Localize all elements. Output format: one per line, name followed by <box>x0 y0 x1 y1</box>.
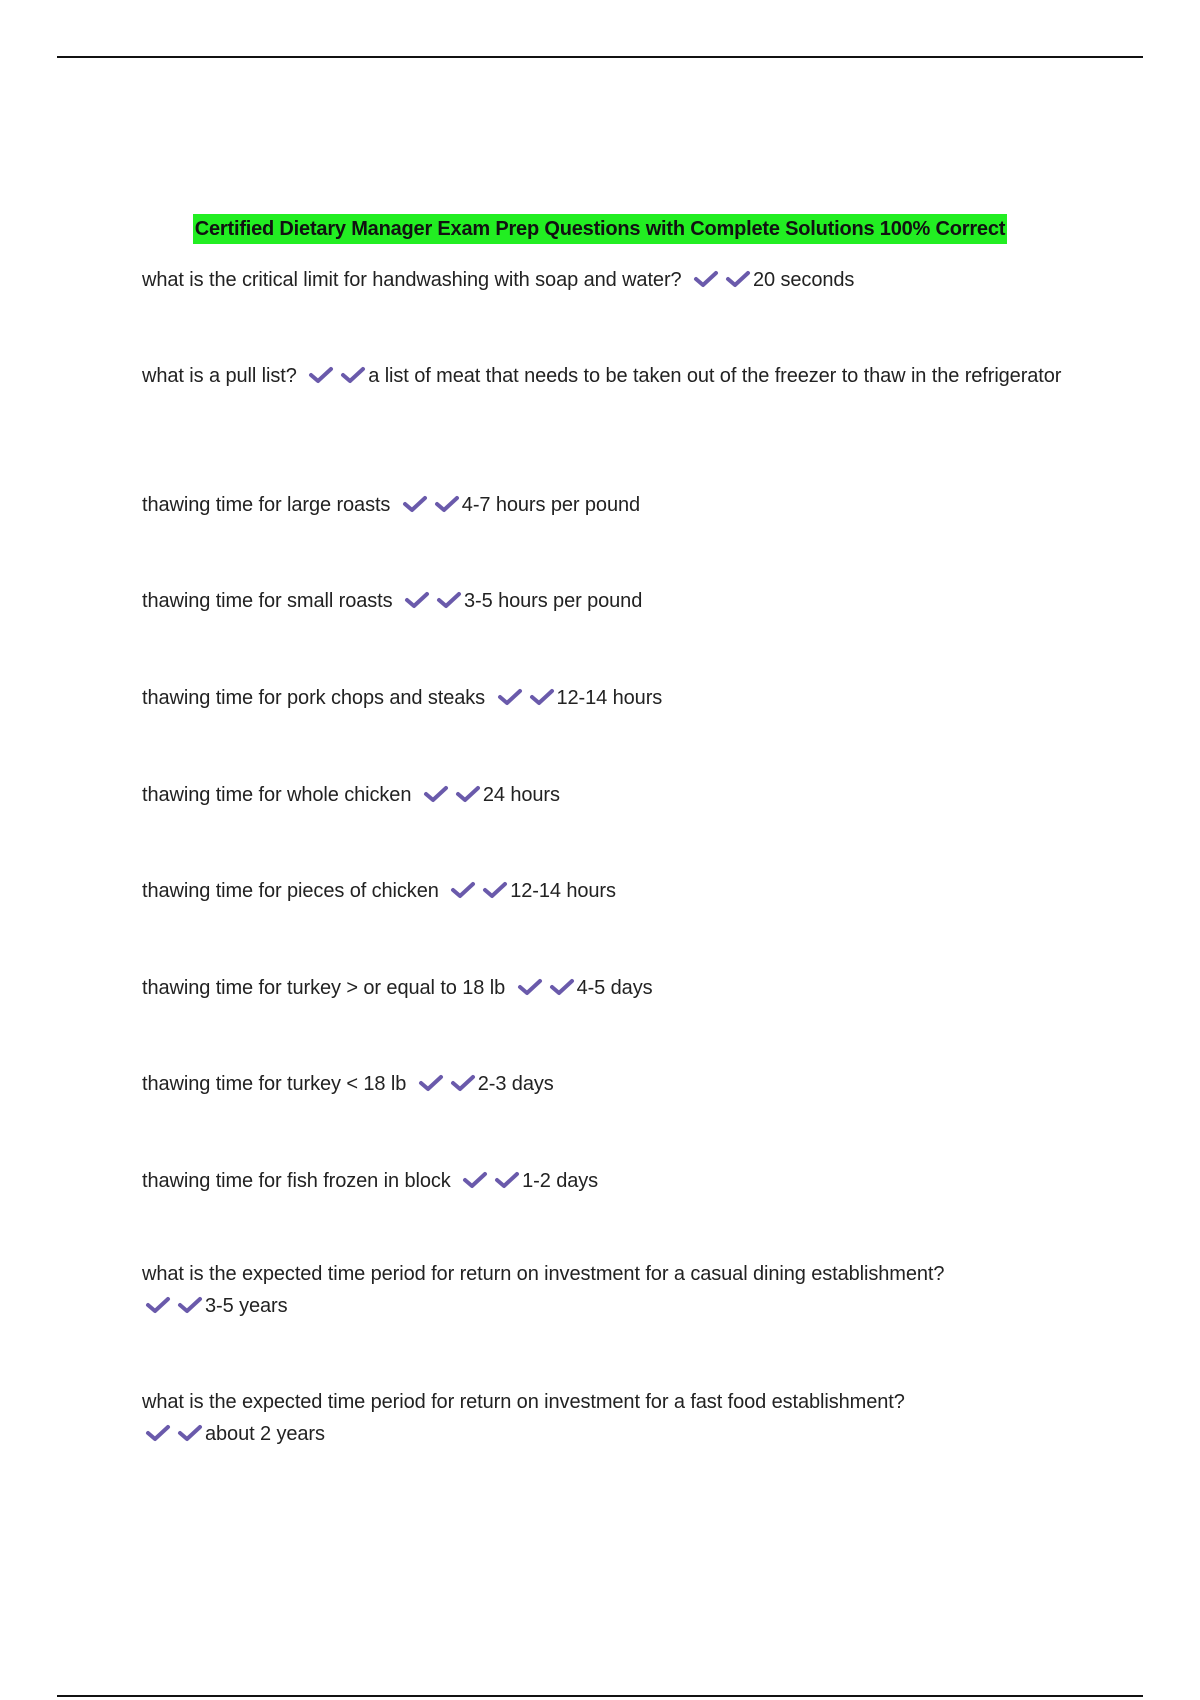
check-icon <box>436 590 462 610</box>
header-rule <box>57 56 1143 58</box>
qa-item <box>142 875 1062 910</box>
qa-item <box>142 779 1062 814</box>
check-icon <box>423 784 449 804</box>
double-check-icon <box>145 1293 203 1325</box>
check-icon <box>340 365 366 385</box>
check-icon <box>529 687 555 707</box>
check-icon <box>308 365 334 385</box>
answer-text: about 2 years <box>205 1423 325 1445</box>
qa-item <box>142 585 1062 620</box>
check-icon <box>450 1073 476 1093</box>
check-icon <box>549 977 575 997</box>
check-icon <box>517 977 543 997</box>
check-icon <box>482 880 508 900</box>
double-check-icon <box>423 782 481 814</box>
question-text: thawing time for small roasts <box>142 590 393 612</box>
check-icon <box>145 1423 171 1443</box>
check-icon <box>450 880 476 900</box>
check-icon <box>462 1170 488 1190</box>
check-icon <box>434 494 460 514</box>
question-text: what is the expected time period for return on investment for a casual dining establishment? <box>142 1263 945 1285</box>
answer-text: a list of meat that needs to be taken out of the freezer to thaw in the refrigerator <box>368 365 1062 387</box>
question-text: thawing time for fish frozen in block <box>142 1170 451 1192</box>
qa-item <box>142 1386 1062 1453</box>
double-check-icon <box>497 685 555 717</box>
check-icon <box>404 590 430 610</box>
question-text: thawing time for turkey < 18 lb <box>142 1073 407 1095</box>
answer-text: 4-5 days <box>576 977 653 999</box>
footer-rule <box>57 1695 1143 1697</box>
answer-text: 4-7 hours per pound <box>461 494 641 516</box>
check-icon <box>402 494 428 514</box>
qa-item <box>142 489 1062 524</box>
question-text: what is the critical limit for handwashing with soap and water? <box>142 269 682 291</box>
double-check-icon <box>402 492 460 524</box>
check-icon <box>693 269 719 289</box>
question-text: thawing time for pork chops and steaks <box>142 687 486 709</box>
double-check-icon <box>145 1421 203 1453</box>
check-icon <box>494 1170 520 1190</box>
document-title: Certified Dietary Manager Exam Prep Questions with Complete Solutions 100% Correct <box>193 214 1007 244</box>
question-text: thawing time for turkey > or equal to 18 lb <box>142 977 506 999</box>
double-check-icon <box>404 588 462 620</box>
qa-item <box>142 682 1062 717</box>
title-container <box>0 214 1200 244</box>
question-text: what is a pull list? <box>142 365 297 387</box>
double-check-icon <box>462 1168 520 1200</box>
check-icon <box>145 1295 171 1315</box>
answer-text: 20 seconds <box>753 269 855 291</box>
check-icon <box>455 784 481 804</box>
qa-item <box>142 360 1062 395</box>
answer-text: 24 hours <box>482 784 560 806</box>
qa-item <box>142 264 1062 299</box>
qa-item <box>142 972 1062 1007</box>
check-icon <box>177 1295 203 1315</box>
question-text: thawing time for whole chicken <box>142 784 412 806</box>
qa-item <box>142 1165 1062 1200</box>
double-check-icon <box>418 1071 476 1103</box>
double-check-icon <box>450 878 508 910</box>
answer-text: 12-14 hours <box>556 687 663 709</box>
question-text: thawing time for pieces of chicken <box>142 880 439 902</box>
answer-text: 12-14 hours <box>510 880 616 902</box>
answer-text: 3-5 years <box>205 1295 288 1317</box>
question-text: thawing time for large roasts <box>142 494 391 516</box>
check-icon <box>418 1073 444 1093</box>
check-icon <box>725 269 751 289</box>
double-check-icon <box>517 975 575 1007</box>
question-text: what is the expected time period for return on investment for a fast food establishment? <box>142 1391 905 1413</box>
answer-text: 2-3 days <box>477 1073 554 1095</box>
qa-item <box>142 1258 1062 1325</box>
answer-text: 1-2 days <box>522 1170 599 1192</box>
answer-text: 3-5 hours per pound <box>464 590 643 612</box>
check-icon <box>497 687 523 707</box>
double-check-icon <box>308 363 366 395</box>
double-check-icon <box>693 267 751 299</box>
qa-item <box>142 1068 1062 1103</box>
check-icon <box>177 1423 203 1443</box>
